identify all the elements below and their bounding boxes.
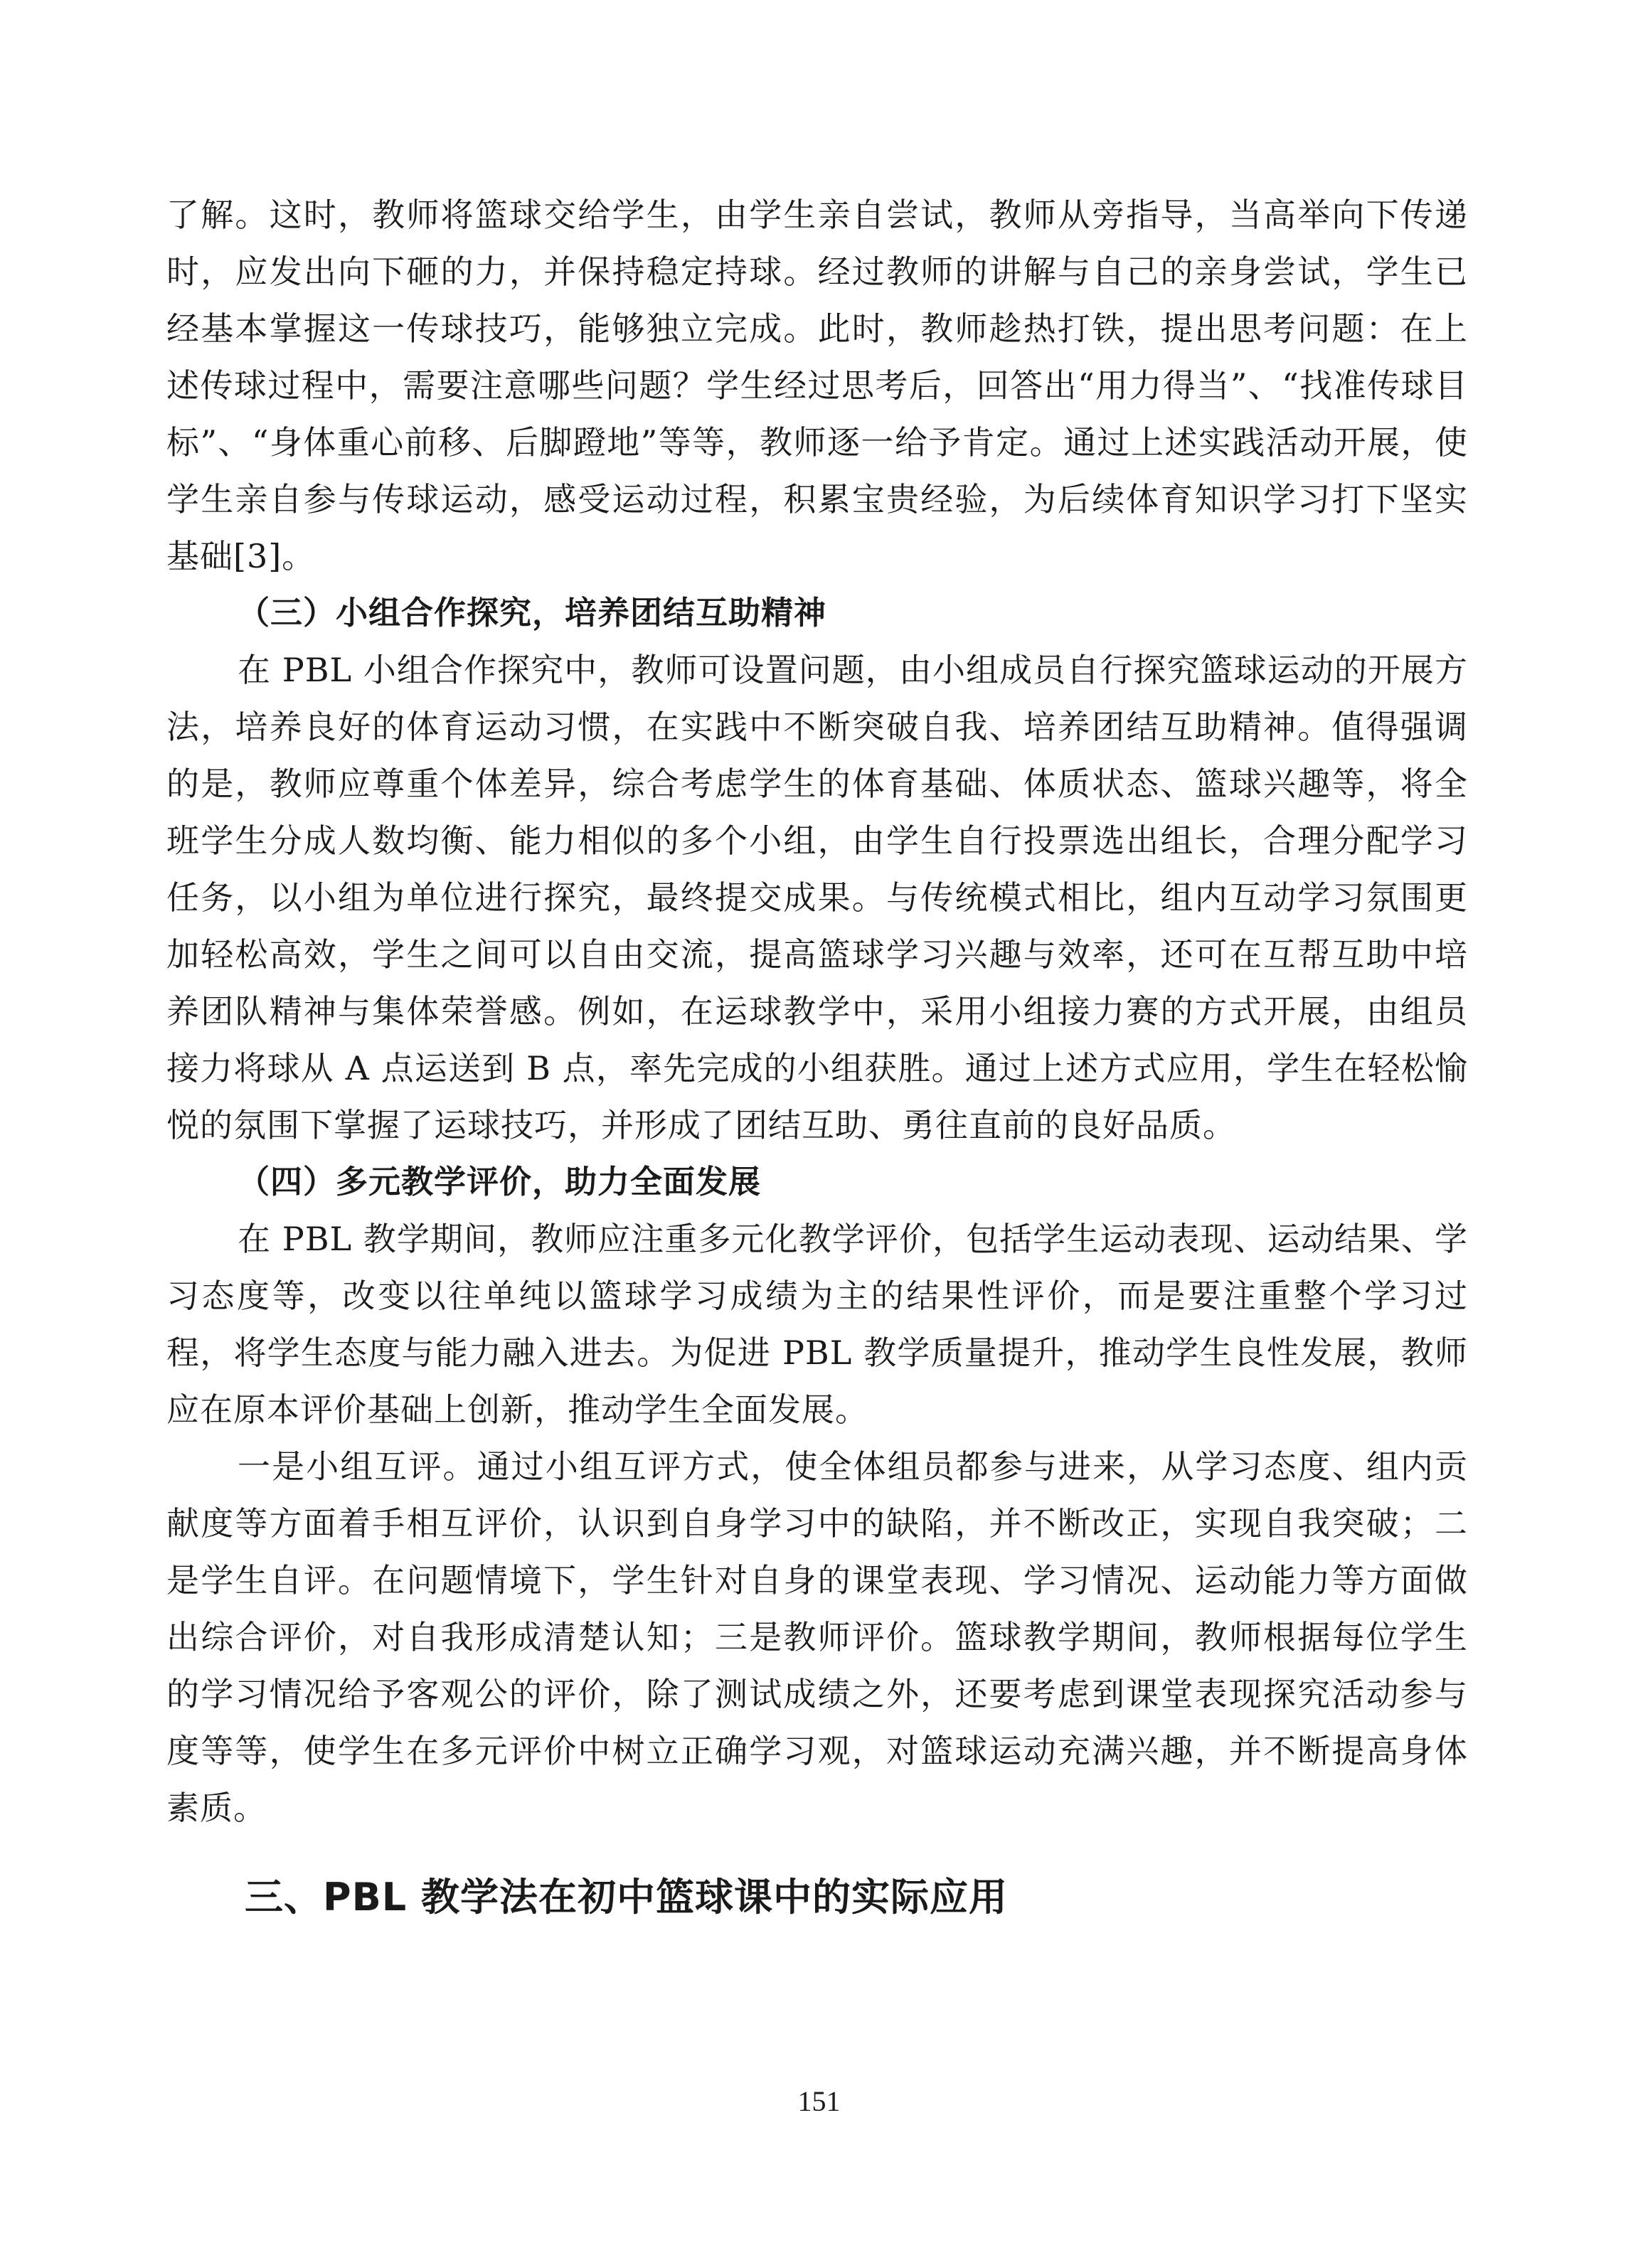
paragraph-group-inquiry: 在 PBL 小组合作探究中，教师可设置问题，由小组成员自行探究篮球运动的开展方法，培养良好的体育运动习惯，在实践中不断突破自我、培养团结互助精神。值得强调的是，教师应尊重个体差异，综合考虑学生的体育基础、体质状态、篮球兴趣等，将全班学生分成人数均衡、能力相似的多个小组，由学生自行投票选出组长，合理分配学习任务，以小组为单位进行探究，最终提交成果。与传统模式相比，组内互动学习氛围更加轻松高效，学生之间可以自由交流，提高篮球学习兴趣与效率，还可在互帮互助中培养团队精神与集体荣誉感。例如，在运球教学中，采用小组接力赛的方式开展，由组员接力将球从 A 点运送到 B 点，率先完成的小组获胜。通过上述方式应用，学生在轻松愉悦的氛围下掌握了运球技巧，并形成了团结互助、勇往直前的良好品质。 (166, 651, 1468, 1144)
page-number: 151 (797, 2085, 841, 2117)
subheading-4: （四）多元教学评价，助力全面发展 (238, 1163, 762, 1200)
subheading-3: （三）小组合作探究，培养团结互助精神 (238, 594, 827, 632)
paragraph-evaluation-intro: 在 PBL 教学期间，教师应注重多元化教学评价，包括学生运动表现、运动结果、学习态度等，改变以往单纯以篮球学习成绩为主的结果性评价，而是要注重整个学习过程，将学生态度与能力融入进去。为促进 PBL 教学质量提升，推动学生良性发展，教师应在原本评价基础上创新，推动学生全面发展。 (166, 1220, 1468, 1429)
page-body (166, 186, 1468, 1932)
section-title: 三、PBL 教学法在初中篮球课中的实际应用 (245, 1875, 1008, 1920)
paragraph-continued: 了解。这时，教师将篮球交给学生，由学生亲自尝试，教师从旁指导，当高举向下传递时，应发出向下砸的力，并保持稳定持球。经过教师的讲解与自己的亲身尝试，学生已经基本掌握这一传球技巧，能够独立完成。此时，教师趁热打铁，提出思考问题：在上述传球过程中，需要注意哪些问题？学生经过思考后，回答出“用力得当”、“找准传球目标”、“身体重心前移、后脚蹬地”等等，教师逐一给予肯定。通过上述实践活动开展，使学生亲自参与传球运动，感受运动过程，积累宝贵经验，为后续体育知识学习打下坚实基础[3]。 (166, 196, 1468, 575)
paragraph-evaluation-methods: 一是小组互评。通过小组互评方式，使全体组员都参与进来，从学习态度、组内贡献度等方面着手相互评价，认识到自身学习中的缺陷，并不断改正，实现自我突破；二是学生自评。在问题情境下，学生针对自身的课堂表现、学习情况、运动能力等方面做出综合评价，对自我形成清楚认知；三是教师评价。篮球教学期间，教师根据每位学生的学习情况给予客观公的评价，除了测试成绩之外，还要考虑到课堂表现探究活动参与度等等，使学生在多元评价中树立正确学习观，对篮球运动充满兴趣，并不断提高身体素质。 (166, 1447, 1468, 1827)
